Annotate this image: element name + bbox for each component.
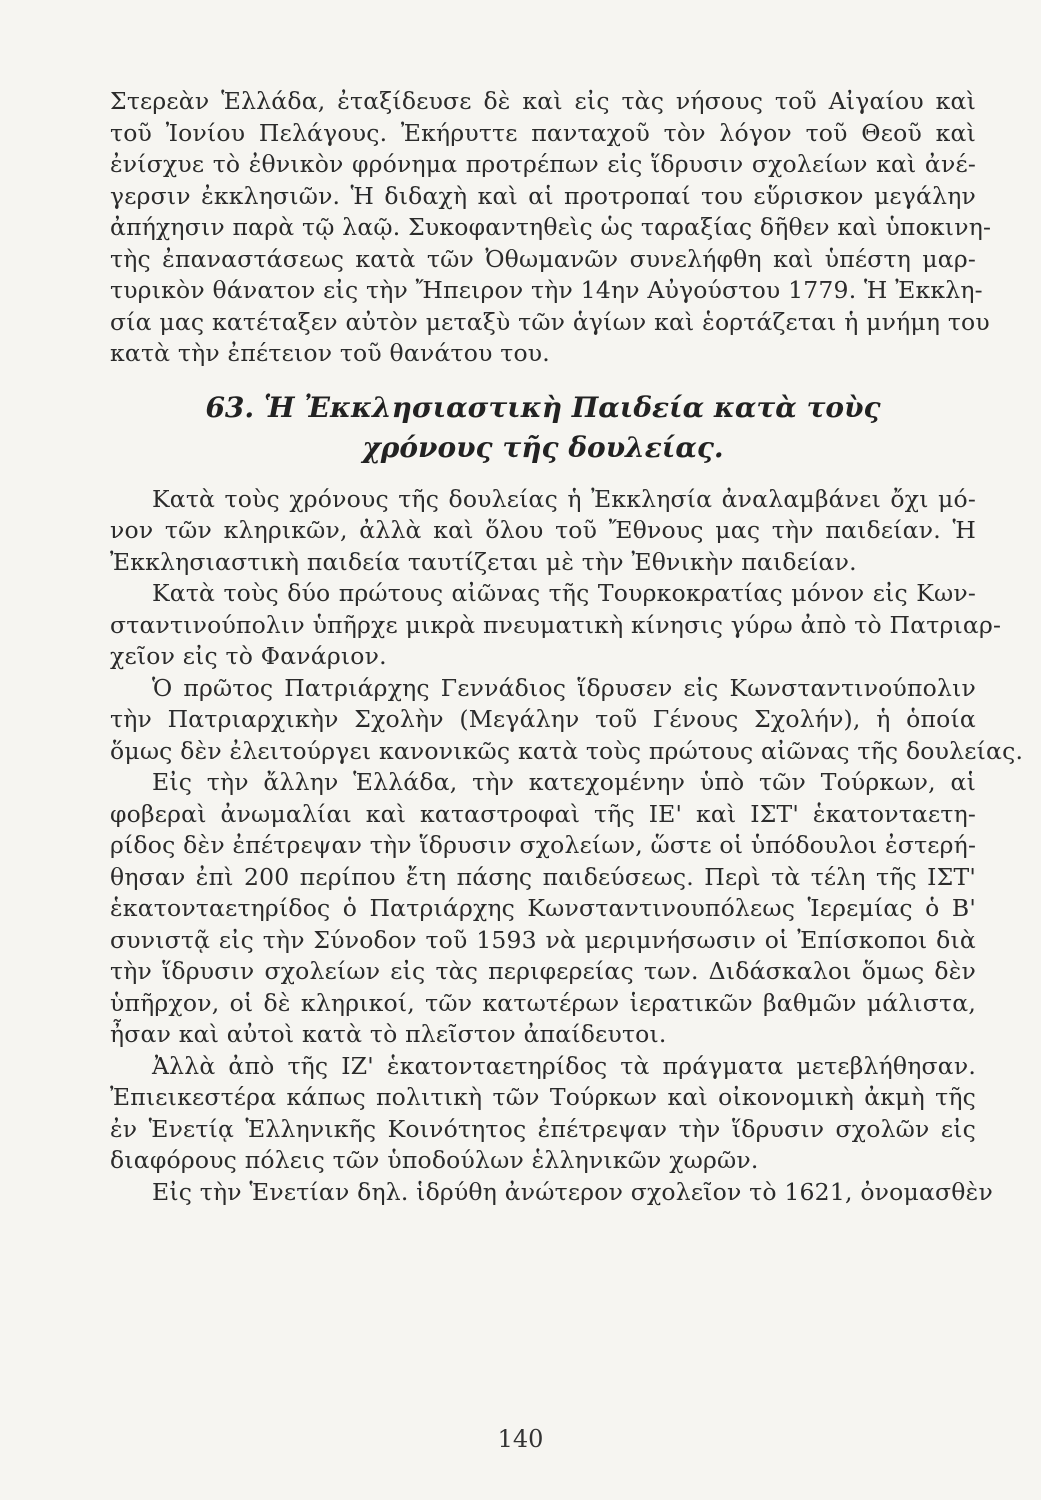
text-line: ἑκατονταετηρίδος ὁ Πατριάρχης Κωνσταντινουπόλεως Ἱερεμίας ὁ Β' <box>110 894 976 922</box>
paragraph-2 <box>110 484 976 579</box>
paragraph-4 <box>110 673 1024 768</box>
text-line: θησαν ἐπὶ 200 περίπου ἔτη πάσης παιδεύσεως. Περὶ τὰ τέλη τῆς ΙΣΤ' <box>110 862 976 891</box>
text-line: διαφόρους πόλεις τῶν ὑποδούλων ἑλληνικῶν χωρῶν. <box>110 1146 759 1174</box>
section-heading-line-2: χρόνους τῆς δουλείας. <box>362 430 724 464</box>
text-line: φοβεραὶ ἀνωμαλίαι καὶ καταστροφαὶ τῆς ΙΕ' καὶ ΙΣΤ' ἑκατονταετη- <box>110 799 976 828</box>
text-line: ἐν Ἑνετίᾳ Ἑλληνικῆς Κοινότητος ἐπέτρεψαν τὴν ἵδρυσιν σχολῶν εἰς <box>110 1114 976 1143</box>
page-number: 140 <box>497 1425 544 1453</box>
text-line: ρίδος δὲν ἐπέτρεψαν τὴν ἵδρυσιν σχολείων, ὥστε οἱ ὑπόδουλοι ἐστερή- <box>110 831 977 859</box>
text-line: ὅμως δὲν ἐλειτούργει κανονικῶς κατὰ τοὺς πρώτους αἰῶνας τῆς δουλείας. <box>110 736 1024 765</box>
text-line: ὑπῆρχον, οἱ δὲ κληρικοί, τῶν κατωτέρων ἱερατικῶν βαθμῶν μάλιστα, <box>110 988 976 1017</box>
text-line: χεῖον εἰς τὸ Φανάριον. <box>110 642 387 670</box>
text-line: σταντινούπολιν ὑπῆρχε μικρὰ πνευματικὴ κίνησις γύρω ἀπὸ τὸ Πατριαρ- <box>110 610 1002 639</box>
text-line: Ἀλλὰ ἀπὸ τῆς ΙΖ' ἑκατονταετηρίδος τὰ πράγματα μετεβλήθησαν. <box>152 1051 976 1080</box>
text-line: ἐνίσχυε τὸ ἐθνικὸν φρόνημα προτρέπων εἰς ἵδρυσιν σχολείων καὶ ἀνέ- <box>110 150 976 178</box>
text-line: τὴς ἐπαναστάσεως κατὰ τῶν Ὀθωμανῶν συνελήφθη καὶ ὑπέστη μαρ- <box>110 244 976 273</box>
text-line: σία μας κατέταξεν αὐτὸν μεταξὺ τῶν ἁγίων καὶ ἑορτάζεται ἡ μνήμη του <box>110 307 990 336</box>
paragraph-5 <box>110 767 976 1051</box>
page-body <box>110 86 1024 1208</box>
text-line: ἦσαν καὶ αὐτοὶ κατὰ τὸ πλεῖστον ἀπαίδευτοι. <box>110 1020 667 1048</box>
text-line: τυρικὸν θάνατον εἰς τὴν Ἤπειρον τὴν 14ην Αὐγούστου 1779. Ἡ Ἐκκλη- <box>110 276 983 304</box>
text-line: Κατὰ τοὺς δύο πρώτους αἰῶνας τῆς Τουρκοκρατίας μόνον εἰς Κων- <box>152 579 976 607</box>
text-line: νον τῶν κληρικῶν, ἀλλὰ καὶ ὅλου τοῦ Ἔθνους μας τὴν παιδείαν. Ἡ <box>110 516 976 544</box>
text-line: συνιστᾷ εἰς τὴν Σύνοδον τοῦ 1593 νὰ μεριμνήσωσιν οἱ Ἐπίσκοποι διὰ <box>110 925 976 954</box>
text-line: Ὁ πρῶτος Πατριάρχης Γεννάδιος ἵδρυσεν εἰς Κωνσταντινούπολιν <box>152 673 976 702</box>
paragraph-1 <box>110 86 992 370</box>
text-line: Εἰς τὴν ἄλλην Ἑλλάδα, τὴν κατεχομένην ὑπὸ τῶν Τούρκων, αἱ <box>152 768 976 796</box>
text-line: Ἐκκλησιαστικὴ παιδεία ταυτίζεται μὲ τὴν Ἐθνικὴν παιδείαν. <box>110 547 857 576</box>
paragraph-6 <box>110 1051 976 1177</box>
text-line: Ἐπιεικεστέρα κάπως πολιτικὴ τῶν Τούρκων καὶ οἰκονομικὴ ἀκμὴ τῆς <box>110 1083 976 1111</box>
section-heading-line-1: 63. Ἡ Ἐκκλησιαστικὴ Παιδεία κατὰ τοὺς <box>205 390 881 424</box>
text-line: Εἰς τὴν Ἑνετίαν δηλ. ἱδρύθη ἀνώτερον σχολεῖον τὸ 1621, ὀνομασθὲν <box>152 1177 993 1206</box>
text-line: Στερεὰν Ἑλλάδα, ἐταξίδευσε δὲ καὶ εἰς τὰς νήσους τοῦ Αἰγαίου καὶ <box>110 87 976 115</box>
text-line: τὴν Πατριαρχικὴν Σχολὴν (Μεγάλην τοῦ Γένους Σχολήν), ἡ ὁποία <box>110 705 976 733</box>
paragraph-7 <box>110 1177 993 1209</box>
text-line: Κατὰ τοὺς χρόνους τῆς δουλείας ἡ Ἐκκλησία ἀναλαμβάνει ὄχι μό- <box>152 484 976 513</box>
text-line: γερσιν ἐκκλησιῶν. Ἡ διδαχὴ καὶ αἱ προτροπαί του εὕρισκον μεγάλην <box>110 181 976 210</box>
text-line: κατὰ τὴν ἐπέτειον τοῦ θανάτου του. <box>110 339 550 367</box>
text-line: τοῦ Ἰονίου Πελάγους. Ἐκήρυττε πανταχοῦ τὸν λόγον τοῦ Θεοῦ καὶ <box>110 118 976 147</box>
paragraph-3 <box>110 578 1002 673</box>
text-line: ἀπήχησιν παρὰ τῷ λαῷ. Συκοφαντηθεὶς ὡς ταραξίας δῆθεν καὶ ὑποκινη- <box>110 213 992 241</box>
text-line: τὴν ἵδρυσιν σχολείων εἰς τὰς περιφερείας των. Διδάσκαλοι ὅμως δὲν <box>110 957 976 985</box>
